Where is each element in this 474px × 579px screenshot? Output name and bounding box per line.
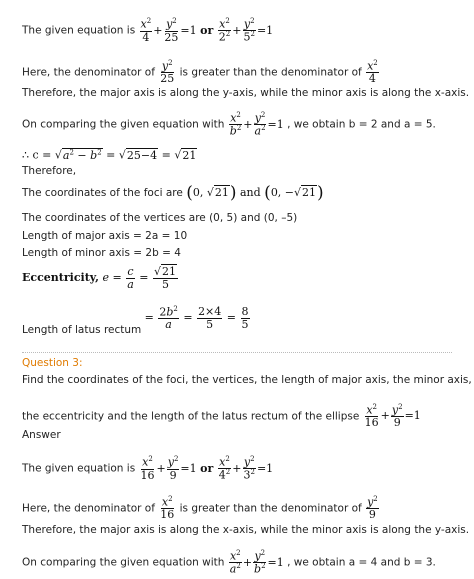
text: Here, the denominator of: [22, 502, 155, 515]
ellipse-equation-1: $\frac{x^2}{4}$ + $\frac{y^2}{25}$ =1 or $\frac{x^2}{2^2}$ + $\frac{y^2}{5^2}$ =1: [140, 17, 274, 44]
x2-over-16: $\frac{x^2}{16}$: [160, 495, 175, 522]
question-3-title: Question 3:: [22, 357, 83, 369]
answer-label: Answer: [22, 429, 61, 441]
text: On comparing the given equation with: [22, 556, 225, 569]
question-3-text-2: [22, 404, 421, 429]
eccentricity-line: Eccentricity, e = $\frac{c}{a}$ = $\frac{√21}{5}$: [22, 265, 176, 291]
c-calculation: ∴ $c = √a^2 - b^2 = √25-4 = √21$: [22, 148, 197, 162]
y2-over-9: $\frac{y^2}{9}$: [367, 495, 378, 522]
ellipse-equation-q3: $\frac{x^2}{16}$ + $\frac{y^2}{9}$ =1: [364, 403, 421, 430]
x2-over-4: $\frac{x^2}{4}$: [367, 59, 378, 86]
latus-rectum-value: = $\frac{2b^2}{a}$ = $\frac{2\times 4}{5}$ = $\frac{8}{5}$: [144, 305, 249, 332]
therefore-line: Therefore,: [22, 165, 77, 177]
text: is greater than the denominator of: [179, 502, 362, 515]
given-equation-line: [22, 18, 273, 43]
q3-equation: $\frac{x^2}{16}$ + $\frac{y^2}{9}$ =1 or $\frac{x^2}{4^2}$ + $\frac{y^2}{3^2}$ =1: [140, 455, 274, 482]
text: Here, the denominator of: [22, 66, 155, 79]
standard-form: $\frac{x^2}{b^2}$ + $\frac{y^2}{a^2}$ =1: [229, 111, 284, 138]
text: is greater than the denominator of: [179, 66, 362, 79]
text: , we obtain b = 2 and a = 5.: [287, 118, 436, 131]
text: The coordinates of the foci are: [22, 187, 183, 199]
text: The given equation is: [22, 462, 136, 475]
q3-denominator-line: [22, 496, 380, 521]
q3-axis-line: Therefore, the major axis is along the x-axis, while the minor axis is along the y-axis.: [22, 524, 470, 536]
foci-line: [22, 183, 324, 203]
axis-line: Therefore, the major axis is along the y-axis, while the minor axis is along the x-axis.: [22, 87, 470, 99]
minor-axis-line: Length of minor axis = 2b = 4: [22, 247, 181, 259]
foci-coordinates: (0, √21) and (0, −√21): [186, 183, 324, 203]
q3-comparing-line: [22, 550, 436, 575]
question-3-text: Find the coordinates of the foci, the vertices, the length of major axis, the minor axis,: [22, 374, 472, 386]
q3-given-equation: [22, 456, 273, 481]
latus-rectum-line: [22, 305, 251, 337]
q3-standard-form: $\frac{x^2}{a^2}$ + $\frac{y^2}{b^2}$ =1: [229, 549, 284, 576]
vertices-line: The coordinates of the vertices are (0, 5) and (0, –5): [22, 212, 298, 224]
comparing-line: [22, 112, 436, 137]
text: the eccentricity and the length of the latus rectum of the ellipse: [22, 410, 360, 423]
major-axis-line: Length of major axis = 2a = 10: [22, 230, 188, 242]
denominator-line: [22, 60, 380, 85]
section-divider: [22, 352, 452, 353]
text: , we obtain a = 4 and b = 3.: [287, 556, 436, 569]
text: On comparing the given equation with: [22, 118, 225, 131]
text: Length of latus rectum: [22, 324, 142, 337]
y2-over-25: $\frac{y^2}{25}$: [160, 59, 175, 86]
text: The given equation is: [22, 24, 136, 37]
